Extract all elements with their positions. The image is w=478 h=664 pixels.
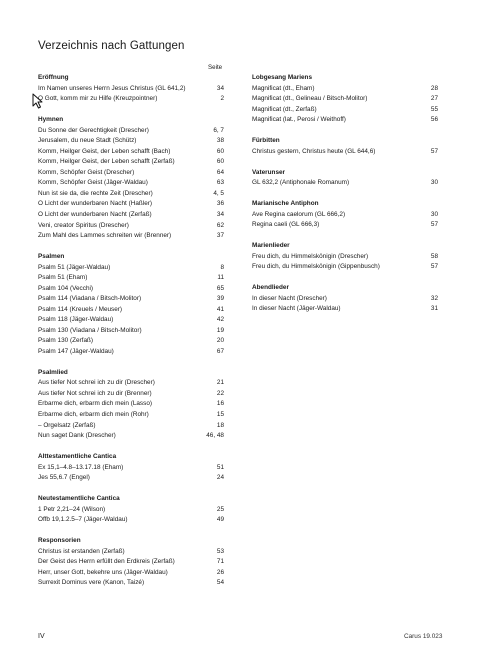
entry-title: Psalm 118 (Jäger-Waldau)	[38, 316, 114, 324]
entry-page: 15	[216, 411, 224, 419]
entry-title: Aus tiefer Not schrei ich zu dir (Brenner)	[38, 389, 152, 397]
index-section	[38, 252, 224, 357]
entry-page: 21	[216, 379, 224, 387]
section-heading: Marianische Antiphon	[252, 200, 319, 208]
index-section	[252, 199, 438, 231]
entry-page: 6, 7	[213, 126, 224, 134]
entry-page: 41	[216, 305, 224, 313]
page-number: IV	[38, 633, 45, 640]
entry-title: Christus gestern, Christus heute (GL 644,6)	[252, 147, 376, 155]
index-entry	[252, 147, 438, 158]
entry-page: 18	[216, 421, 224, 429]
entry-title: Komm, Heilger Geist, der Leben schafft (Zerfaß)	[38, 158, 175, 166]
entry-page: 55	[430, 105, 438, 113]
index-entry	[38, 578, 224, 589]
entry-page: 51	[216, 463, 224, 471]
entry-page: 16	[216, 400, 224, 408]
index-entry	[38, 336, 224, 347]
index-section	[252, 283, 438, 315]
entry-title: Magnificat (dt., Zerfaß)	[252, 105, 317, 113]
entry-title: Jerusalem, du neue Stadt (Schütz)	[38, 137, 137, 145]
entry-title: O Gott, komm mir zu Hilfe (Kreuzpointner)	[38, 95, 158, 103]
entry-page: 2	[220, 95, 224, 103]
index-entry	[38, 421, 224, 432]
index-entry	[252, 304, 438, 315]
right-column	[252, 73, 438, 325]
index-entry	[38, 273, 224, 284]
index-section	[252, 241, 438, 273]
entry-page: 54	[216, 579, 224, 587]
entry-title: – Orgelsatz (Zerfaß)	[38, 421, 96, 429]
entry-page: 4, 5	[213, 189, 224, 197]
entry-title: Psalm 104 (Vecchi)	[38, 284, 94, 292]
index-section	[38, 494, 224, 526]
entry-title: O Licht der wunderbaren Nacht (Zerfaß)	[38, 210, 152, 218]
index-entry	[252, 220, 438, 231]
entry-page: 31	[430, 305, 438, 313]
entry-page: 53	[216, 547, 224, 555]
entry-page: 37	[216, 232, 224, 240]
index-entry	[38, 557, 224, 568]
section-heading: Fürbitten	[252, 137, 280, 145]
index-entry	[38, 463, 224, 474]
section-heading: Neutestamentliche Cantica	[38, 495, 120, 503]
entry-title: Surrexit Dominus vere (Kanon, Taizé)	[38, 579, 145, 587]
entry-page: 62	[216, 221, 224, 229]
entry-title: Psalm 51 (Jäger-Waldau)	[38, 263, 111, 271]
index-section	[38, 73, 224, 105]
entry-title: Der Geist des Herrn erfüllt den Erdkreis (Zerfaß)	[38, 558, 175, 566]
section-heading: Abendlieder	[252, 284, 289, 292]
entry-title: Nun saget Dank (Drescher)	[38, 432, 116, 440]
index-section	[252, 168, 438, 189]
section-heading: Eröffnung	[38, 74, 69, 81]
left-column	[38, 73, 224, 599]
entry-page: 67	[216, 347, 224, 355]
entry-page: 34	[216, 210, 224, 218]
entry-page: 20	[216, 337, 224, 345]
index-entry	[38, 263, 224, 274]
entry-page: 46, 48	[206, 432, 224, 440]
section-heading: Psalmlied	[38, 368, 68, 376]
entry-title: Aus tiefer Not schrei ich zu dir (Drescher)	[38, 379, 155, 387]
index-entry	[38, 199, 224, 210]
index-entry	[38, 94, 224, 105]
index-entry	[252, 294, 438, 305]
index-section	[38, 115, 224, 242]
section-heading: Marienlieder	[252, 242, 290, 250]
entry-title: Komm, Schöpfer Geist (Jäger-Waldau)	[38, 179, 148, 187]
entry-page: 64	[216, 168, 224, 176]
entry-title: Magnificat (dt., Gelineau / Bitsch-Molitor)	[252, 95, 368, 103]
entry-title: Magnificat (dt., Eham)	[252, 84, 315, 92]
index-entry	[38, 189, 224, 200]
index-entry	[38, 389, 224, 400]
index-section	[38, 536, 224, 589]
entry-title: In dieser Nacht (Jäger-Waldau)	[252, 305, 341, 313]
index-entry	[38, 294, 224, 305]
index-entry	[38, 547, 224, 558]
entry-title: Jes 55,6.7 (Engel)	[38, 474, 90, 482]
entry-title: Im Namen unseres Herrn Jesus Christus (GL 641,2)	[38, 84, 186, 92]
index-section	[252, 73, 438, 126]
entry-title: Nun ist sie da, die rechte Zeit (Drescher)	[38, 189, 153, 197]
entry-page: 28	[430, 84, 438, 92]
index-entry	[38, 231, 224, 242]
index-entry	[38, 326, 224, 337]
entry-title: Psalm 147 (Jäger-Waldau)	[38, 347, 114, 355]
entry-page: 34	[216, 84, 224, 92]
section-heading: Alttestamentliche Cantica	[38, 453, 117, 461]
index-entry	[38, 410, 224, 421]
index-entry	[38, 157, 224, 168]
entry-title: Psalm 130 (Zerfaß)	[38, 337, 94, 345]
index-entry	[38, 515, 224, 526]
entry-page: 36	[216, 200, 224, 208]
entry-title: Magnificat (lat., Perosi / Weithoff)	[252, 116, 346, 124]
index-entry	[38, 505, 224, 516]
entry-title: Offb 19,1.2.5–7 (Jäger-Waldau)	[38, 516, 128, 524]
entry-title: Komm, Schöpfer Geist (Drescher)	[38, 168, 135, 176]
index-entry	[252, 262, 438, 273]
entry-page: 56	[430, 116, 438, 124]
entry-page: 8	[220, 263, 224, 271]
entry-title: Du Sonne der Gerechtigkeit (Drescher)	[38, 126, 149, 134]
entry-title: Zum Mahl des Lammes schreiten wir (Brenner)	[38, 232, 172, 240]
page-title: Verzeichnis nach Gattungen	[38, 40, 185, 52]
index-entry	[38, 147, 224, 158]
entry-title: Regina caeli (GL 666,3)	[252, 221, 320, 229]
section-heading: Lobgesang Mariens	[252, 74, 313, 81]
index-entry	[252, 115, 438, 126]
index-entry	[38, 473, 224, 484]
section-heading: Responsorien	[38, 537, 81, 545]
entry-title: Psalm 114 (Viadana / Bitsch-Molitor)	[38, 295, 142, 303]
index-entry	[252, 210, 438, 221]
index-entry	[38, 168, 224, 179]
index-entry	[252, 252, 438, 263]
entry-title: Christus ist erstanden (Zerfaß)	[38, 547, 125, 555]
entry-title: Freu dich, du Himmelskönigin (Gippenbusch)	[252, 263, 380, 271]
entry-title: In dieser Nacht (Drescher)	[252, 294, 327, 302]
entry-title: Ex 15,1–4.8–13.17.18 (Eham)	[38, 463, 124, 471]
entry-title: 1 Petr 2,21–24 (Wilson)	[38, 505, 106, 513]
index-entry	[38, 178, 224, 189]
entry-title: Psalm 51 (Eham)	[38, 274, 88, 282]
entry-page: 57	[430, 221, 438, 229]
index-entry	[38, 221, 224, 232]
entry-page: 26	[216, 568, 224, 576]
index-section	[252, 136, 438, 157]
entry-title: Erbarme dich, erbarm dich mein (Lasso)	[38, 400, 153, 408]
entry-page: 25	[216, 505, 224, 513]
entry-page: 38	[216, 137, 224, 145]
index-entry	[38, 347, 224, 358]
index-entry	[38, 210, 224, 221]
index-entry	[38, 305, 224, 316]
catalog-number: Carus 19.023	[404, 633, 443, 640]
index-entry	[38, 284, 224, 295]
index-entry	[252, 105, 438, 116]
entry-page: 27	[430, 95, 438, 103]
entry-title: Veni, creator Spiritus (Drescher)	[38, 221, 129, 229]
index-entry	[38, 378, 224, 389]
entry-page: 22	[216, 389, 224, 397]
entry-page: 71	[216, 558, 224, 566]
section-heading: Hymnen	[38, 116, 64, 124]
index-entry	[252, 94, 438, 105]
index-entry	[38, 126, 224, 137]
index-entry	[38, 84, 224, 95]
entry-title: Herr, unser Gott, bekehre uns (Jäger-Waldau)	[38, 568, 168, 576]
entry-page: 58	[430, 252, 438, 260]
entry-title: Psalm 130 (Viadana / Bitsch-Molitor)	[38, 326, 142, 334]
entry-page: 57	[430, 147, 438, 155]
entry-page: 65	[216, 284, 224, 292]
entry-page: 39	[216, 295, 224, 303]
entry-page: 63	[216, 179, 224, 187]
entry-page: 42	[216, 316, 224, 324]
index-section	[38, 452, 224, 484]
index-entry	[38, 568, 224, 579]
entry-title: Komm, Heilger Geist, der Leben schafft (Bach)	[38, 147, 171, 155]
entry-page: 30	[430, 179, 438, 187]
index-entry	[38, 136, 224, 147]
entry-page: 19	[216, 326, 224, 334]
entry-title: Erbarme dich, erbarm dich mein (Rohr)	[38, 411, 149, 419]
index-entry	[38, 315, 224, 326]
section-heading: Psalmen	[38, 252, 65, 260]
entry-page: 57	[430, 263, 438, 271]
index-entry	[38, 399, 224, 410]
entry-page: 30	[430, 210, 438, 218]
index-entry	[252, 84, 438, 95]
entry-title: O Licht der wunderbaren Nacht (Haßler)	[38, 200, 153, 208]
index-section	[38, 368, 224, 442]
entry-title: Ave Regina caelorum (GL 666,2)	[252, 210, 346, 218]
entry-page: 11	[217, 274, 224, 282]
entry-title: Psalm 114 (Kreuels / Meuser)	[38, 305, 123, 313]
index-entry	[38, 431, 224, 442]
entry-page: 49	[216, 516, 224, 524]
entry-title: Freu dich, du Himmelskönigin (Drescher)	[252, 252, 369, 260]
page-column-label: Seite	[208, 64, 223, 71]
section-heading: Vaterunser	[252, 168, 286, 176]
entry-page: 60	[216, 147, 224, 155]
entry-page: 32	[430, 294, 438, 302]
entry-title: GL 632,2 (Antiphonale Romanum)	[252, 179, 350, 187]
entry-page: 60	[216, 158, 224, 166]
entry-page: 24	[216, 474, 224, 482]
index-entry	[252, 178, 438, 189]
mouse-pointer-icon	[32, 93, 46, 109]
